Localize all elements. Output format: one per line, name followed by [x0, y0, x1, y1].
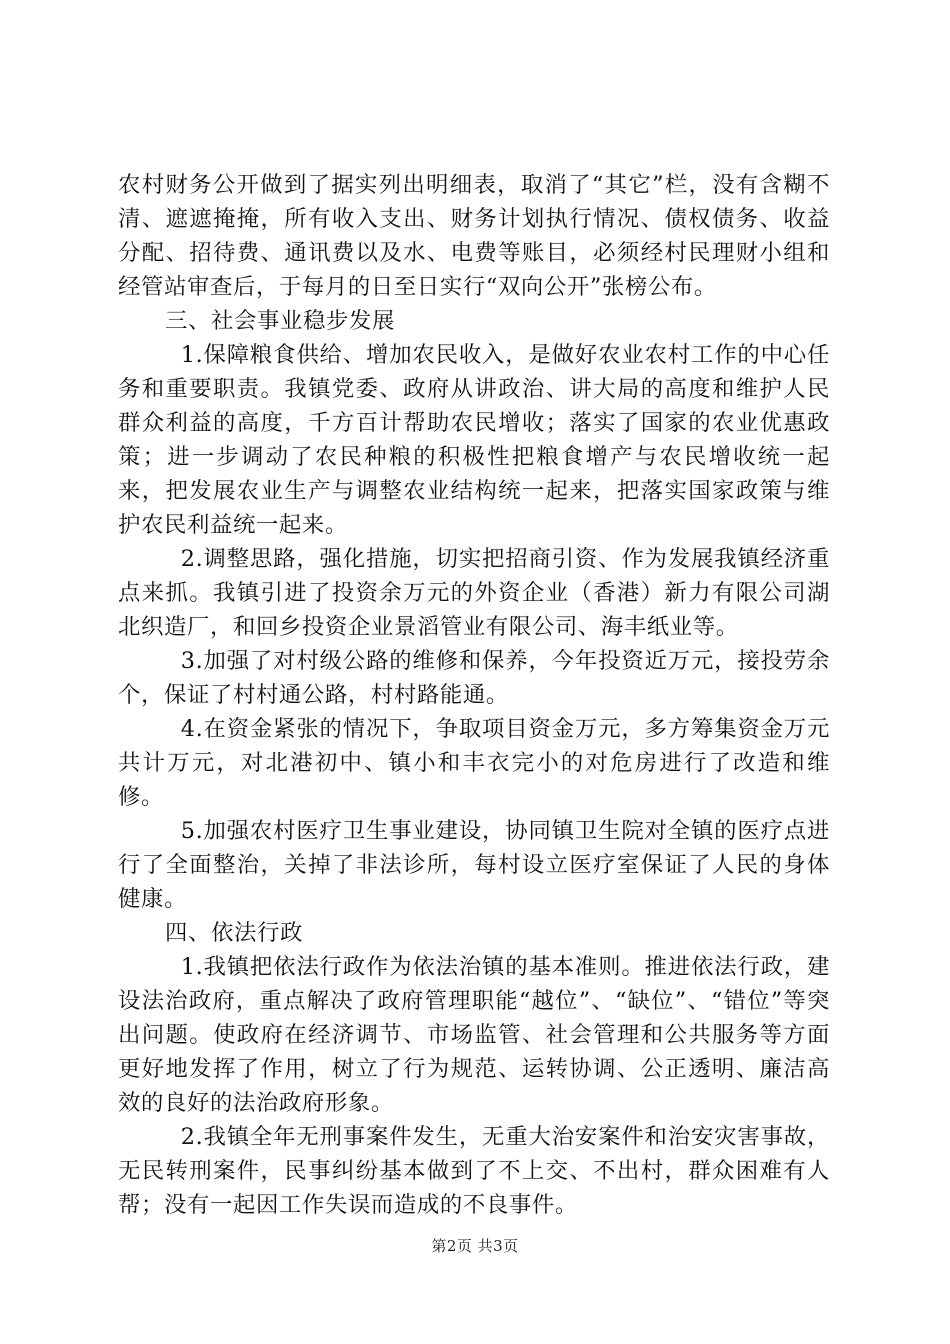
- section-heading-rule-of-law: 四、依法行政: [165, 920, 303, 946]
- page-number-footer: 第2页 共3页: [431, 1237, 519, 1255]
- list-item-investment: 2.调整思路，强化措施，切实把招商引资、作为发展我镇经济重点来抓。我镇引进了投资余万元的外资企业（香港）新力有限公司湖北织造厂，和回乡投资企业景滔管业有限公司、海丰纸业等。: [118, 546, 830, 640]
- list-item-healthcare: 5.加强农村医疗卫生事业建设，协同镇卫生院对全镇的医疗点进行了全面整治，关掉了非法诊所，每村设立医疗室保证了人民的身体健康。: [118, 818, 830, 912]
- paragraph-finance-disclosure: 农村财务公开做到了据实列出明细表，取消了“其它”栏，没有含糊不清、遮遮掩掩，所有收入支出、财务计划执行情况、债权债务、收益分配、招待费、通讯费以及水、电费等账目，必须经村民理财小组和经管站审查后，于每月的日至日实行“双向公开”张榜公布。: [118, 172, 830, 300]
- list-item-lawful-administration: 1.我镇把依法行政作为依法治镇的基本准则。推进依法行政，建设法治政府，重点解决了政府管理职能“越位”、“缺位”、“错位”等突出问题。使政府在经济调节、市场监管、社会管理和公共服务等方面更好地发挥了作用，树立了行为规范、运转协调、公正透明、廉洁高效的良好的法治政府形象。: [118, 954, 830, 1116]
- list-item-schools: 4.在资金紧张的情况下，争取项目资金万元，多方筹集资金万元共计万元，对北港初中、镇小和丰衣完小的对危房进行了改造和维修。: [118, 716, 830, 810]
- section-heading-social-affairs: 三、社会事业稳步发展: [165, 308, 395, 334]
- list-item-grain-supply: 1.保障粮食供给、增加农民收入，是做好农业农村工作的中心任务和重要职责。我镇党委、政府从讲政治、讲大局的高度和维护人民群众利益的高度，千方百计帮助农民增收；落实了国家的农业优惠政策；进一步调动了农民种粮的积极性把粮食增产与农民增收统一起来，把发展农业生产与调整农业结构统一起来，把落实国家政策与维护农民利益统一起来。: [118, 342, 830, 538]
- document-body: [118, 168, 830, 1222]
- list-item-roads: 3.加强了对村级公路的维修和保养，今年投资近万元，接投劳余个，保证了村村通公路，村村路能通。: [118, 648, 830, 708]
- list-item-public-safety: 2.我镇全年无刑事案件发生，无重大治安案件和治安灾害事故，无民转刑案件，民事纠纷基本做到了不上交、不出村，群众困难有人帮；没有一起因工作失误而造成的不良事件。: [118, 1124, 830, 1218]
